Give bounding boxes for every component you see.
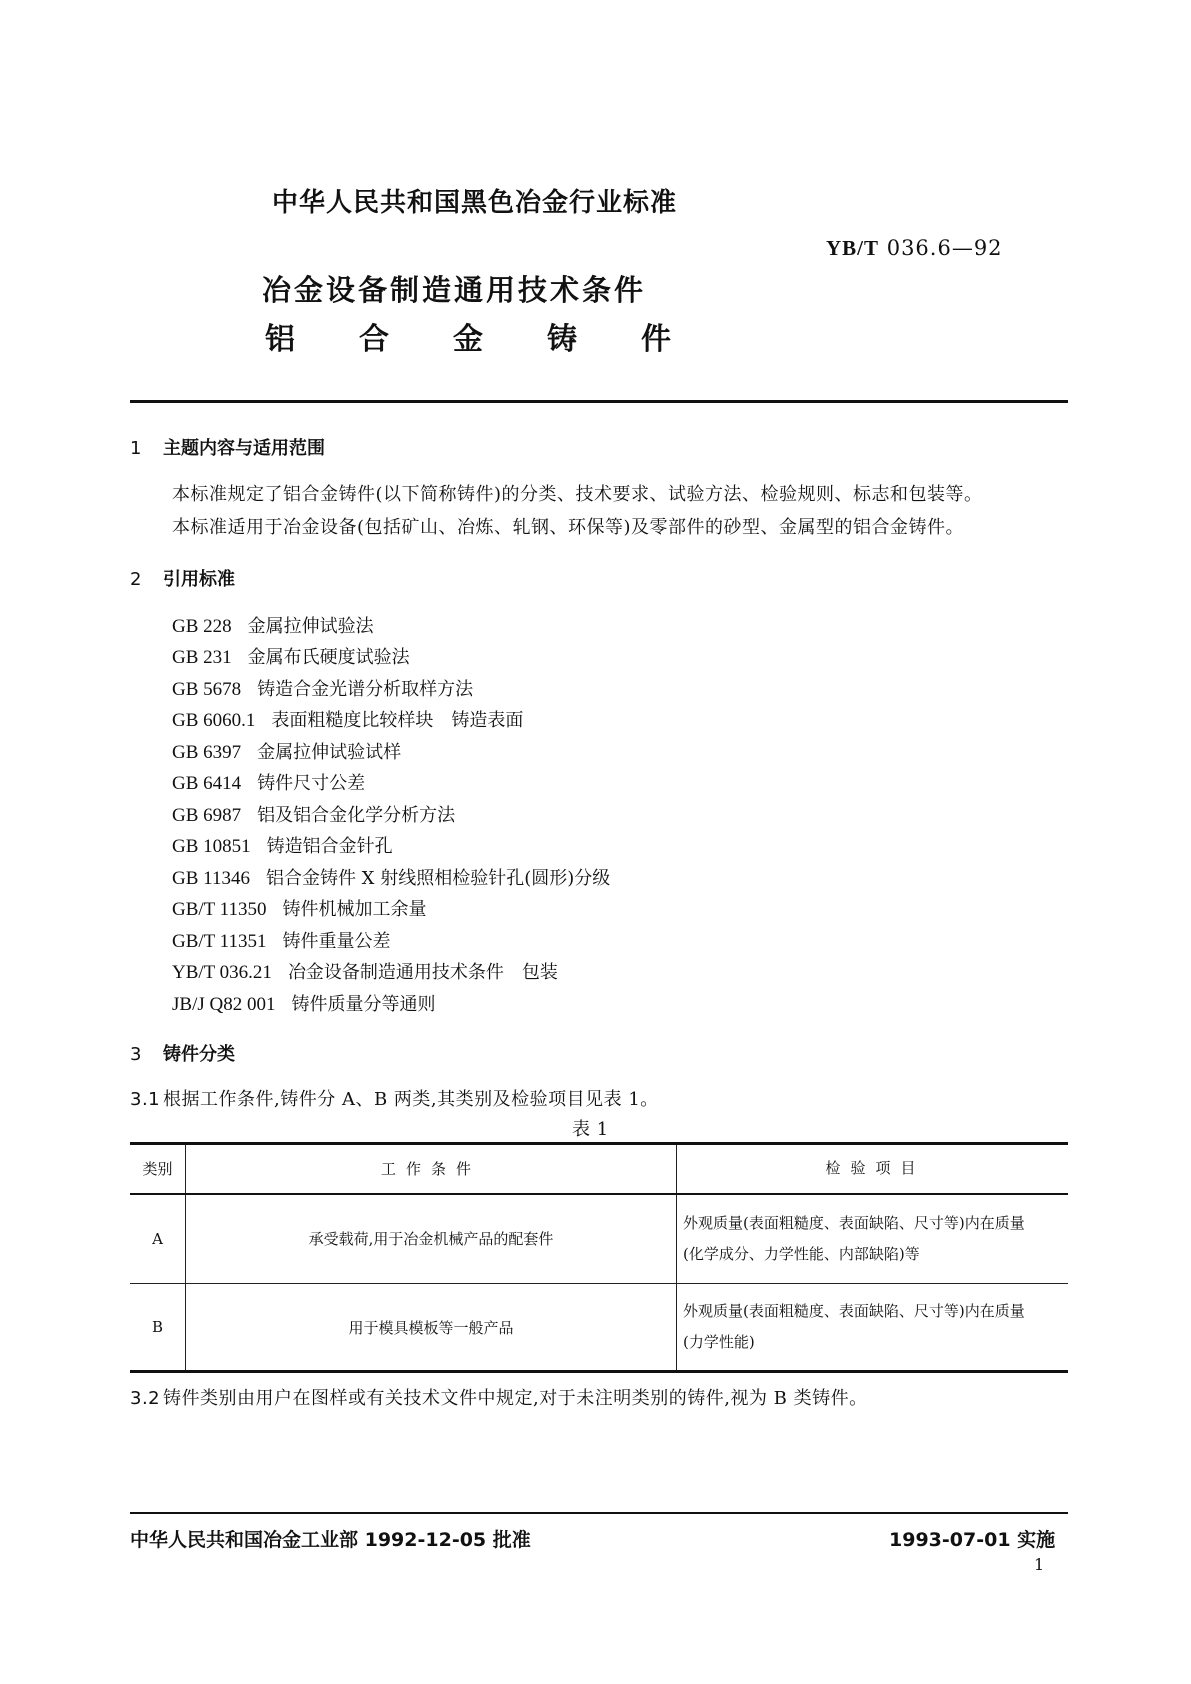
reference-item: GB 10851 铸造铝合金针孔 — [172, 836, 393, 857]
reference-item: GB 6414 铸件尺寸公差 — [172, 773, 366, 794]
section-1-paragraph-2: 本标准适用于冶金设备(包括矿山、冶炼、轧钢、环保等)及零部件的砂型、金属型的铝合金铸件。 — [172, 517, 965, 538]
section-1-heading: 1 主题内容与适用范围 — [130, 438, 325, 459]
standard-number — [826, 236, 1003, 261]
reference-item: JB/J Q82 001 铸件质量分等通则 — [172, 994, 436, 1015]
table-row — [130, 1284, 1068, 1372]
subtitle-char: 合 — [359, 322, 389, 357]
document-subtitle — [265, 314, 735, 358]
header-divider — [130, 400, 1068, 403]
standard-code: 036.6—92 — [886, 236, 1003, 260]
cell-category: A — [130, 1194, 186, 1284]
subtitle-char: 金 — [453, 322, 483, 357]
reference-item: GB 6060.1 表面粗糙度比较样块 铸造表面 — [172, 710, 524, 731]
table-caption: 表 1 — [572, 1119, 609, 1140]
column-header-category: 类别 — [130, 1144, 186, 1194]
cell-inspection: 外观质量(表面粗糙度、表面缺陷、尺寸等)内在质量 (力学性能) — [683, 1302, 1025, 1351]
reference-item: GB 5678 铸造合金光谱分析取样方法 — [172, 679, 474, 700]
reference-item: YB/T 036.21 冶金设备制造通用技术条件 包装 — [172, 962, 558, 983]
reference-item: GB/T 11351 铸件重量公差 — [172, 931, 391, 952]
approval-info: 中华人民共和国冶金工业部 1992-12-05 批准 — [130, 1529, 531, 1551]
standard-prefix: YB/T — [826, 236, 880, 260]
section-1-paragraph-1: 本标准规定了铝合金铸件(以下简称铸件)的分类、技术要求、试验方法、检验规则、标志和包装等。 — [172, 484, 983, 505]
table-header-row — [130, 1144, 1068, 1194]
reference-item: GB 6397 金属拉伸试验试样 — [172, 742, 402, 763]
cell-condition: 用于模具模板等一般产品 — [186, 1284, 677, 1372]
reference-item: GB 228 金属拉伸试验法 — [172, 616, 374, 637]
subtitle-char: 件 — [641, 322, 671, 357]
reference-item: GB 6987 铝及铝合金化学分析方法 — [172, 805, 456, 826]
clause-3-1: 3.1 根据工作条件,铸件分 A、B 两类,其类别及检验项目见表 1。 — [130, 1089, 659, 1110]
reference-item: GB 231 金属布氏硬度试验法 — [172, 647, 410, 668]
section-3-heading: 3 铸件分类 — [130, 1044, 235, 1065]
document-title: 冶金设备制造通用技术条件 — [262, 273, 647, 307]
subtitle-char: 铸 — [547, 322, 577, 357]
page-number: 1 — [1034, 1555, 1045, 1574]
reference-item: GB 11346 铝合金铸件 X 射线照相检验针孔(圆形)分级 — [172, 868, 611, 889]
footer-divider — [130, 1512, 1068, 1514]
cell-condition: 承受载荷,用于冶金机械产品的配套件 — [186, 1194, 677, 1284]
column-header-condition: 工作条件 — [186, 1144, 677, 1194]
cell-inspection: 外观质量(表面粗糙度、表面缺陷、尺寸等)内在质量 (化学成分、力学性能、内部缺陷)等 — [683, 1213, 1025, 1263]
section-2-heading: 2 引用标准 — [130, 569, 235, 590]
implementation-date: 1993-07-01 实施 — [889, 1529, 1056, 1551]
issuing-organization: 中华人民共和国黑色冶金行业标准 — [272, 188, 678, 218]
subtitle-char: 铝 — [265, 322, 295, 357]
cell-category: B — [130, 1284, 186, 1372]
column-header-inspection: 检验项目 — [825, 1159, 926, 1178]
inspection-table — [130, 1142, 1068, 1373]
table-row — [130, 1194, 1068, 1284]
clause-3-2: 3.2 铸件类别由用户在图样或有关技术文件中规定,对于未注明类别的铸件,视为 B 类铸件。 — [130, 1388, 868, 1409]
reference-item: GB/T 11350 铸件机械加工余量 — [172, 899, 427, 920]
